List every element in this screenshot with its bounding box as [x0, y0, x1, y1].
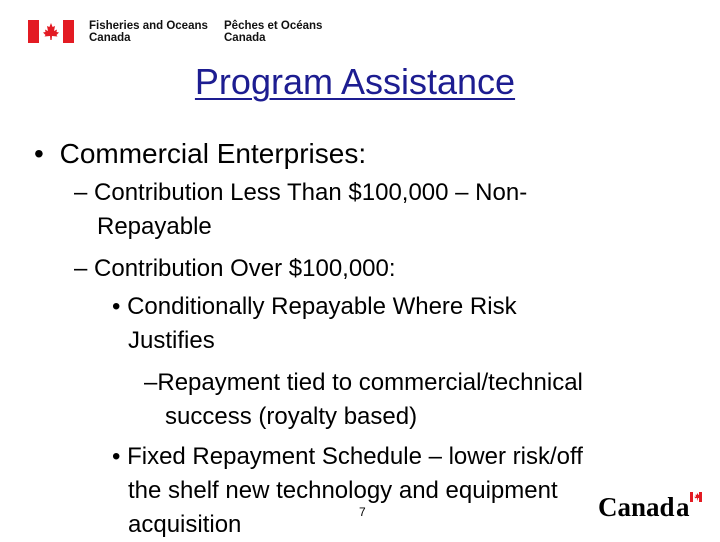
- bullet-level2-item2-text: Contribution Over $100,000:: [94, 255, 396, 282]
- bullet-level4-item1-text: Repayment tied to commercial/technical: [157, 369, 583, 396]
- bullet-dot: •: [112, 293, 128, 320]
- bullet-level2-item1-line2: Repayable: [97, 213, 212, 240]
- bullet-level3-item1-line2: Justifies: [128, 327, 215, 354]
- department-name-english-line1: Fisheries and Oceans: [89, 20, 208, 32]
- department-name-french-line2: Canada: [224, 32, 266, 44]
- bullet-level3-item2-text: Fixed Repayment Schedule – lower risk/off: [127, 443, 583, 470]
- department-name-english-line2: Canada: [89, 32, 131, 44]
- bullet-level2-item1-line1: [74, 176, 527, 210]
- department-name-french-line1: Pêches et Océans: [224, 20, 323, 32]
- bullet-dot: •: [112, 443, 128, 470]
- bullet-level1: [34, 138, 366, 170]
- dash-marker: –: [144, 369, 158, 396]
- bullet-level3-item2-line2: the shelf new technology and equipment: [128, 477, 558, 504]
- bullet-level2-item2-line1: [74, 252, 396, 286]
- dash-marker: –: [74, 179, 95, 206]
- bullet-level1-text: Commercial Enterprises:: [59, 138, 367, 169]
- slide-title-text: Program Assistance: [194, 61, 516, 102]
- bullet-level2-item1-text: Contribution Less Than $100,000 – Non-: [94, 179, 528, 206]
- svg-text:Canad: Canad: [598, 492, 675, 518]
- canada-wordmark-icon: [598, 490, 702, 518]
- dash-marker: –: [74, 255, 95, 282]
- svg-text:a: a: [676, 492, 690, 518]
- bullet-level3-item2-line3: acquisition: [128, 511, 242, 538]
- bullet-dot: •: [34, 138, 52, 169]
- page-number: 7: [359, 505, 366, 519]
- bullet-level3-item1-text: Conditionally Repayable Where Risk: [127, 293, 517, 320]
- bullet-level3-item2-line1: [112, 440, 583, 474]
- bullet-level4-item1-line1: [144, 366, 583, 400]
- bullet-level3-item1-line1: [112, 290, 517, 324]
- bullet-level4-item1-line2: success (royalty based): [165, 403, 418, 430]
